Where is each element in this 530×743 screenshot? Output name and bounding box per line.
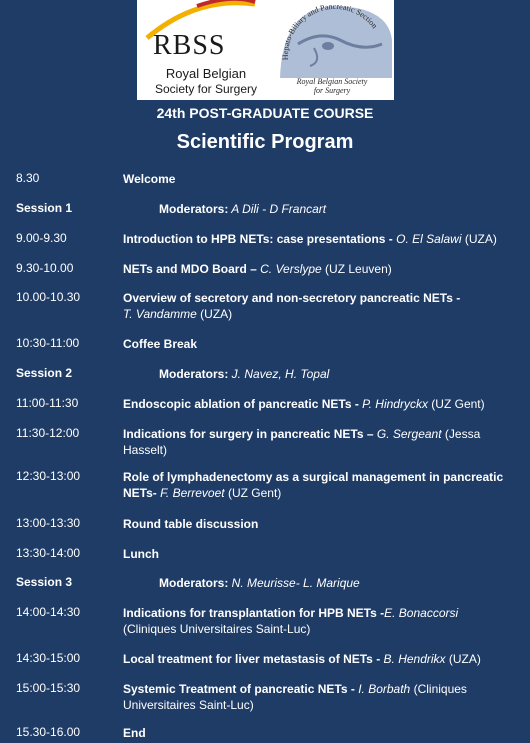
hpb-arc-text: Hepato-Biliary and Pancreatic Section — [280, 1, 380, 61]
schedule-time: 13:30-14:00 — [16, 546, 81, 560]
schedule-time: 9.30-10.00 — [16, 261, 74, 275]
talk-title: Local treatment for liver metastasis of NETs - — [123, 652, 384, 666]
speaker-name: B. Hendrikx — [383, 652, 446, 666]
schedule-description — [123, 171, 518, 187]
schedule-description — [123, 290, 518, 322]
affiliation: (Jessa Hasselt) — [123, 427, 481, 457]
speaker-name: E. Bonaccorsi — [384, 606, 459, 620]
schedule-description — [123, 651, 518, 667]
talk-title: NETs and MDO Board – — [123, 262, 261, 276]
schedule-time: Session 2 — [16, 366, 73, 380]
schedule-time: 15:00-15:30 — [16, 681, 81, 695]
talk-title: Welcome — [123, 172, 176, 186]
affiliation: (UZ Gent) — [224, 486, 282, 500]
schedule-time: 8.30 — [16, 171, 40, 185]
talk-title: Lunch — [123, 547, 159, 561]
schedule-description — [123, 231, 518, 247]
schedule-description — [123, 681, 518, 713]
schedule-time: 15.30-16.00 — [16, 725, 81, 739]
rbss-line-2: Society for Surgery — [154, 82, 258, 96]
speaker-name: N. Meurisse- L. Marique — [228, 576, 360, 590]
schedule-time: 10.00-10.30 — [16, 290, 81, 304]
schedule-description — [123, 396, 518, 412]
speaker-name: O. El Salawi — [396, 232, 462, 246]
affiliation: (Cliniques Universitaires Saint-Luc) — [123, 682, 467, 712]
schedule-description — [123, 546, 518, 562]
schedule-description — [123, 605, 518, 637]
hpb-section-logo — [270, 0, 394, 100]
schedule-time: 12:30-13:00 — [16, 469, 81, 483]
schedule-time: 14:00-14:30 — [16, 605, 81, 619]
session-moderators — [159, 575, 519, 591]
talk-title: Moderators: — [159, 367, 229, 381]
rbss-acronym: RBSS — [153, 30, 226, 61]
speaker-name: A Dili - D Francart — [228, 202, 327, 216]
rbss-logo — [137, 0, 265, 100]
speaker-name: P. Hindryckx — [362, 397, 428, 411]
affiliation: (UZ Leuven) — [321, 262, 392, 276]
schedule-description — [123, 725, 518, 741]
schedule-description — [123, 516, 518, 532]
schedule-time: Session 1 — [16, 201, 73, 215]
talk-title: Role of lymphadenectomy as a surgical management in pancreatic NETs- — [123, 470, 504, 500]
session-moderators — [159, 201, 519, 217]
schedule-description — [123, 336, 518, 352]
talk-title: Indications for transplantation for HPB NETs - — [123, 606, 385, 620]
schedule-time: Session 3 — [16, 575, 73, 589]
speaker-name: G. Sergeant — [376, 427, 442, 441]
talk-title: Moderators: — [159, 202, 229, 216]
header-logos — [137, 0, 394, 100]
speaker-name: F. Berrevoet — [160, 486, 225, 500]
talk-title: Overview of secretory and non-secretory pancreatic NETs - — [123, 291, 461, 305]
talk-title: Endoscopic ablation of pancreatic NETs - — [123, 397, 363, 411]
schedule-time: 14:30-15:00 — [16, 651, 81, 665]
hpb-sub-line-2: for Surgery — [313, 86, 351, 95]
speaker-name: T. Vandamme — [123, 307, 197, 321]
schedule-time: 11:00-11:30 — [16, 396, 79, 410]
affiliation: (UZA) — [445, 652, 481, 666]
session-moderators — [159, 366, 519, 382]
page-title: Scientific Program — [176, 131, 354, 153]
affiliation: (UZA) — [196, 307, 233, 321]
schedule-time: 11:30-12:00 — [16, 426, 80, 440]
schedule-time: 10:30-11:00 — [16, 336, 80, 350]
talk-title: End — [123, 726, 146, 740]
talk-title: Coffee Break — [123, 337, 198, 351]
schedule-description — [123, 261, 518, 277]
speaker-name: C. Verslype — [260, 262, 322, 276]
hpb-emblem-icon — [270, 0, 394, 100]
affiliation: (Cliniques Universitaires Saint-Luc) — [123, 622, 311, 636]
schedule-time: 9.00-9.30 — [16, 231, 67, 245]
talk-title: Indications for surgery in pancreatic NETs – — [123, 427, 377, 441]
speaker-name: J. Navez, H. Topal — [228, 367, 330, 381]
schedule-description — [123, 426, 518, 458]
talk-title: Round table discussion — [123, 517, 259, 531]
affiliation: (UZA) — [461, 232, 497, 246]
rbss-line-1: Royal Belgian — [165, 66, 247, 81]
schedule-time: 13:00-13:30 — [16, 516, 81, 530]
talk-title: Introduction to HPB NETs: case presentations - — [123, 232, 397, 246]
speaker-name: I. Borbath — [358, 682, 411, 696]
schedule-description — [123, 469, 518, 501]
talk-title: Systemic Treatment of pancreatic NETs - — [123, 682, 359, 696]
affiliation: (UZ Gent) — [427, 397, 485, 411]
course-title: 24th POST-GRADUATE COURSE — [156, 105, 374, 121]
talk-title: Moderators: — [159, 576, 229, 590]
hpb-sub-line-1: Royal Belgian Society — [296, 77, 368, 86]
